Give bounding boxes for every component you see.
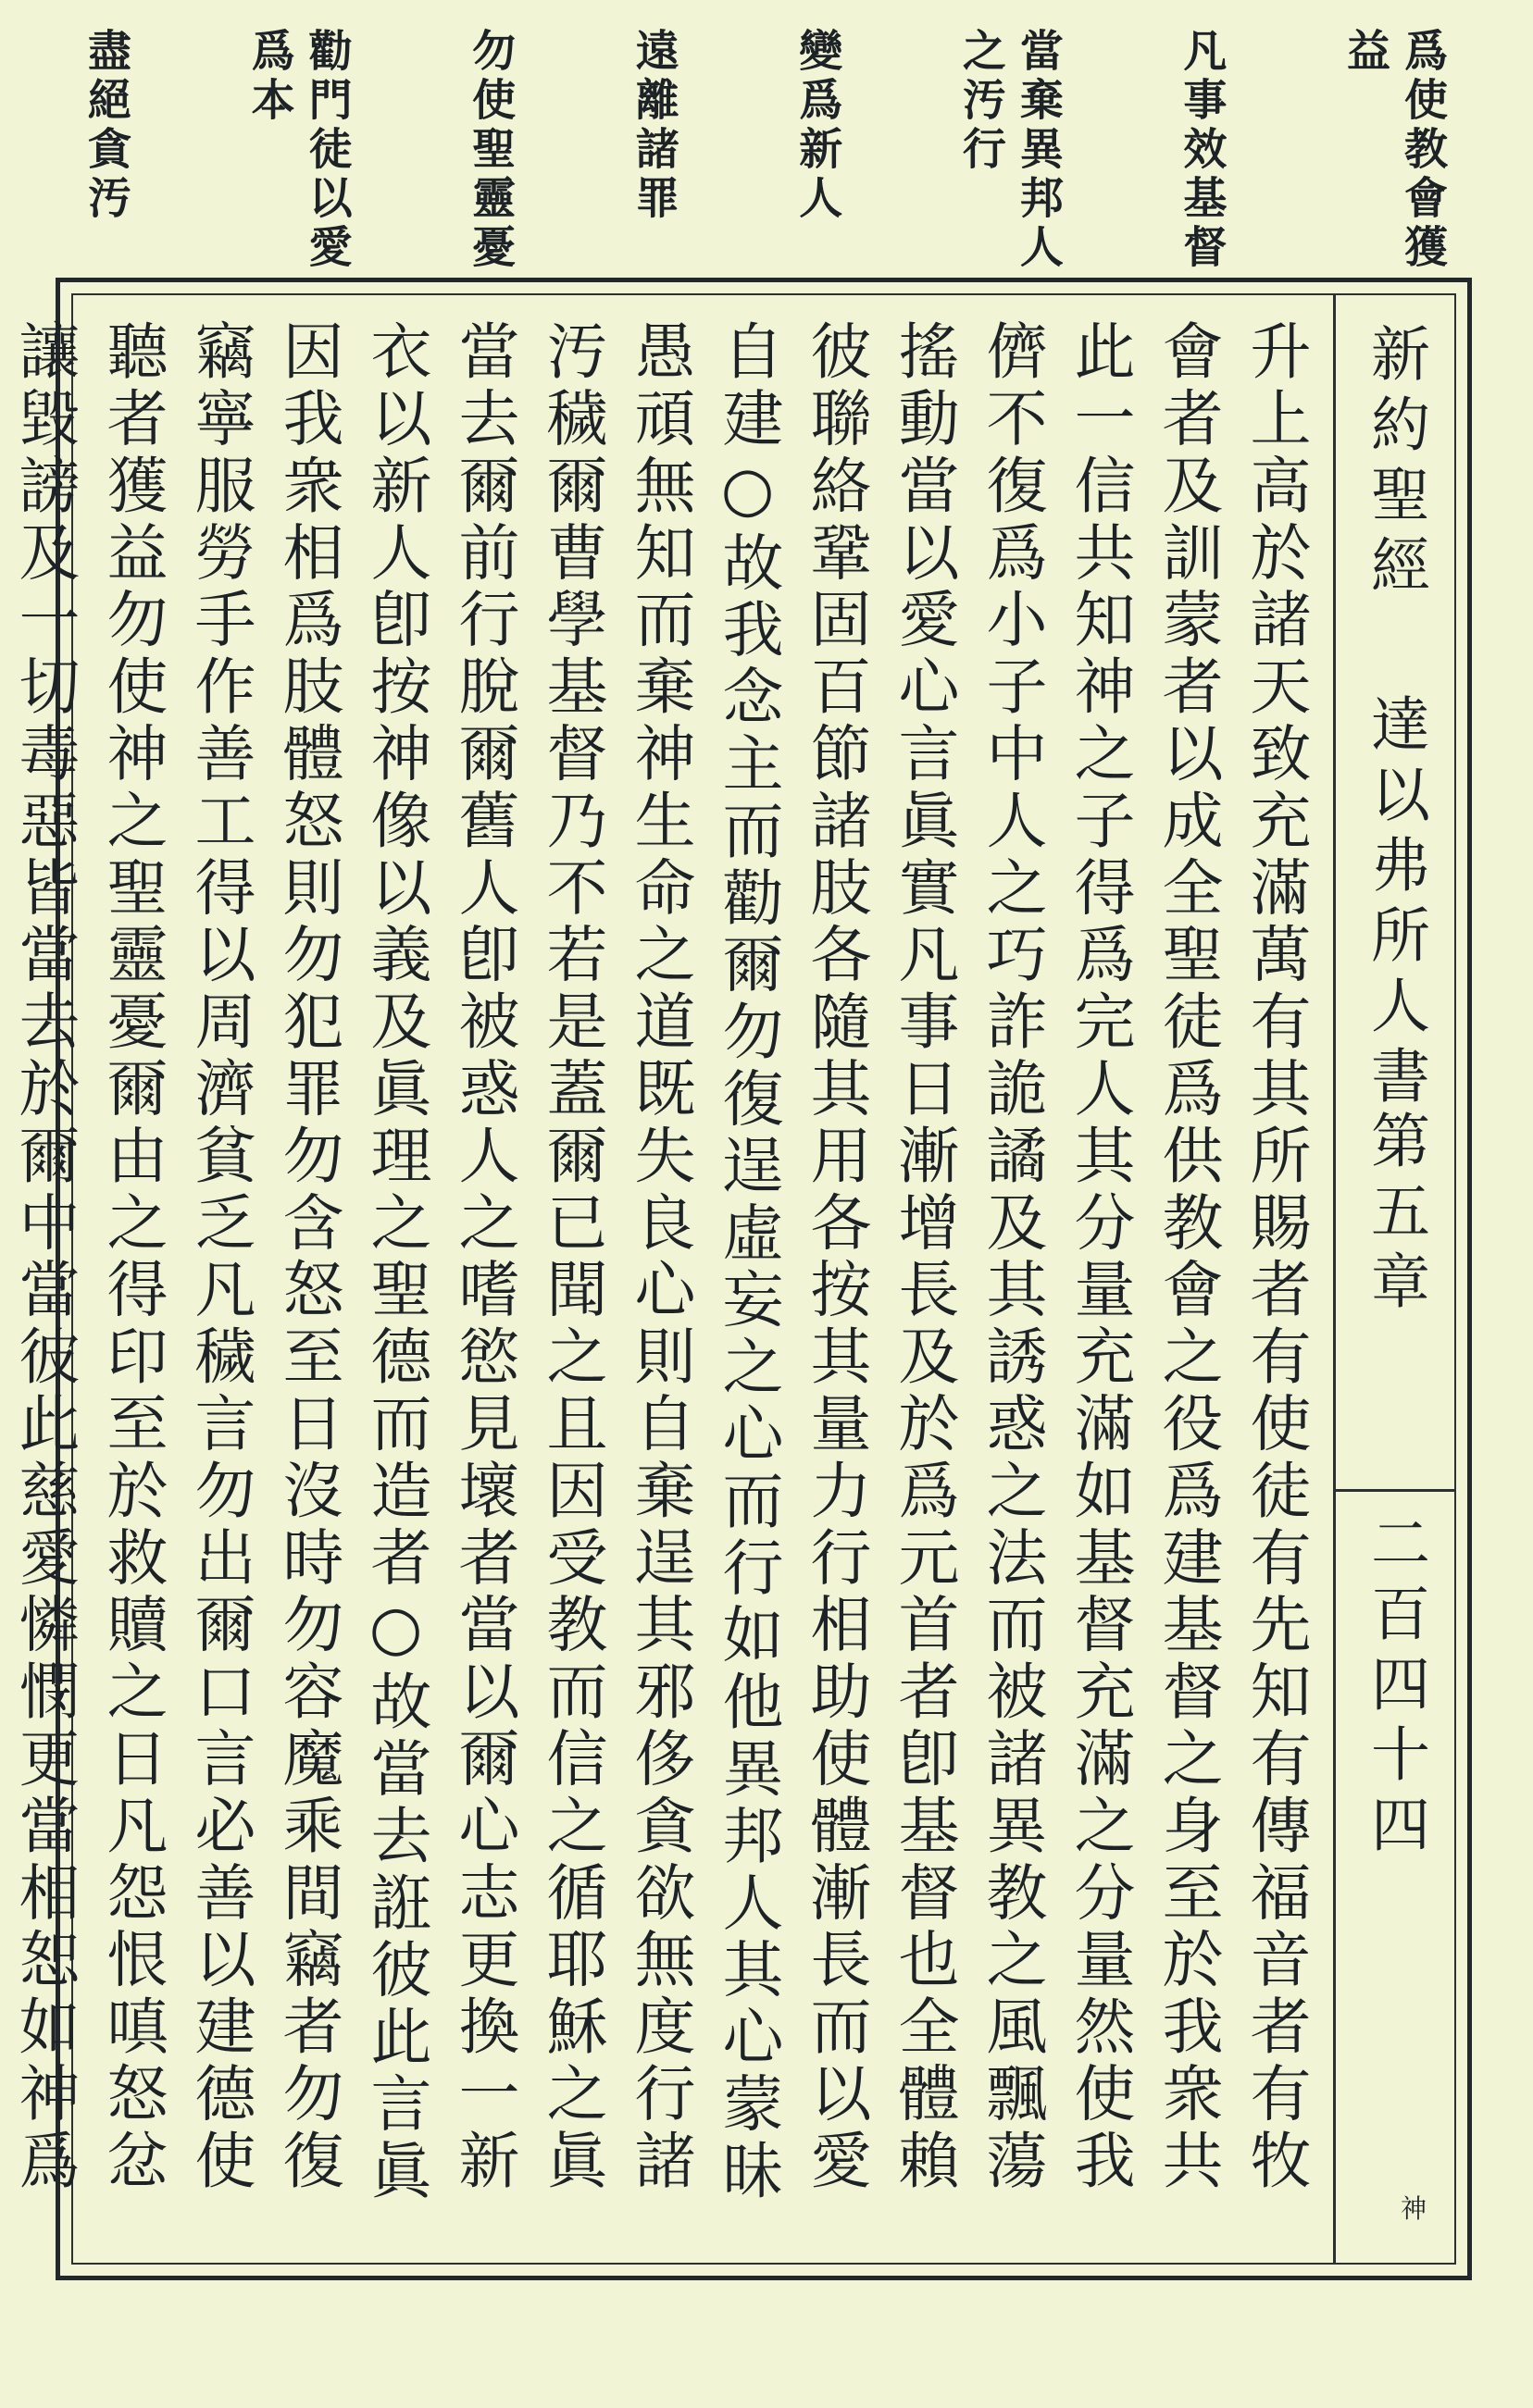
header-chapter-cell	[1336, 1110, 1454, 1321]
header-page-cell	[1336, 1512, 1454, 1864]
header-epistle-title: 達以弗所人書	[1361, 693, 1429, 1115]
margin-note	[463, 28, 517, 282]
margin-note-line: 勿使聖靈憂	[465, 28, 517, 273]
header-book-cell	[1336, 323, 1454, 604]
header-divider	[1336, 1489, 1454, 1492]
scripture-text	[8, 319, 1319, 2239]
margin-note-line: 爲使教會獲	[1396, 28, 1448, 273]
margin-note-line: 變爲新人	[791, 28, 843, 224]
margin-note-line: 益	[1339, 28, 1390, 77]
margin-note	[243, 28, 354, 282]
running-header	[1333, 295, 1454, 2263]
margin-note-line: 爲本	[243, 28, 295, 126]
margin-note-line: 遠離諸罪	[628, 28, 679, 224]
margin-note	[953, 28, 1065, 282]
header-epistle-cell	[1336, 693, 1454, 1115]
margin-note	[79, 28, 132, 282]
page-frame	[8, 278, 1472, 2280]
margin-note	[627, 28, 680, 282]
margin-note-line: 當棄異邦人	[1012, 28, 1064, 273]
margin-note-line: 凡事效基督	[1176, 28, 1228, 273]
margin-note	[790, 28, 843, 282]
page-frame-inner	[8, 293, 1456, 2265]
margin-note-line: 勸門徒以愛	[301, 28, 353, 273]
header-book-title: 新約聖經	[1361, 323, 1429, 604]
margin-notes	[79, 28, 1449, 282]
margin-note	[1174, 28, 1228, 282]
margin-note-line: 盡絕貪汚	[81, 28, 131, 224]
margin-note-line: 之汚行	[954, 28, 1006, 175]
page-number: 二百四十四	[1361, 1512, 1429, 1864]
header-chapter: 第五章	[1361, 1110, 1429, 1321]
margin-note	[1338, 28, 1449, 282]
corner-mark: 神	[1400, 2193, 1427, 2224]
paragraph: 升上高於諸天致充滿萬有其所賜者有使徒有先知有傳福音者有牧會者及訓蒙者以成全聖徒爲供教會之役爲建基督之身至於我衆共此一信共知神之子得爲完人其分量充滿如基督充滿之分量然使我儕不復爲小子中人之巧詐詭譎及其誘惑之法而被諸異教之風飄蕩搖動當以愛心言眞實凡事日漸增長及於爲元首者卽基督也全體賴彼聯絡鞏固百節諸肢各隨其用各按其量力行相助使體漸長而以愛自建○故我念主而勸爾勿復逞虛妄之心而行如他異邦人其心蒙昧愚頑無知而棄神生命之道既失良心則自棄逞其邪侈貪欲無度行諸汚穢爾曹學基督乃不若是蓋爾已聞之且因受教而信之循耶穌之眞當去爾前行脫爾舊人卽被惑人之嗜慾見壞者當以爾心志更換一新衣以新人卽按神像以義及眞理之聖德而造者○故當去誑彼此言眞因我衆相爲肢體怒則勿犯罪勿含怒至日沒時勿容魔乘間竊者勿復竊寧服勞手作善工得以周濟貧乏凡穢言勿出爾口言必善以建德使聽者獲益勿使神之聖靈憂爾由之得印至於救贖之日凡怨恨嗔怒忿讓毀謗及一切毒惡皆當去於爾中當彼此慈愛憐憫更當相恕如神爲	[8, 319, 1311, 2206]
